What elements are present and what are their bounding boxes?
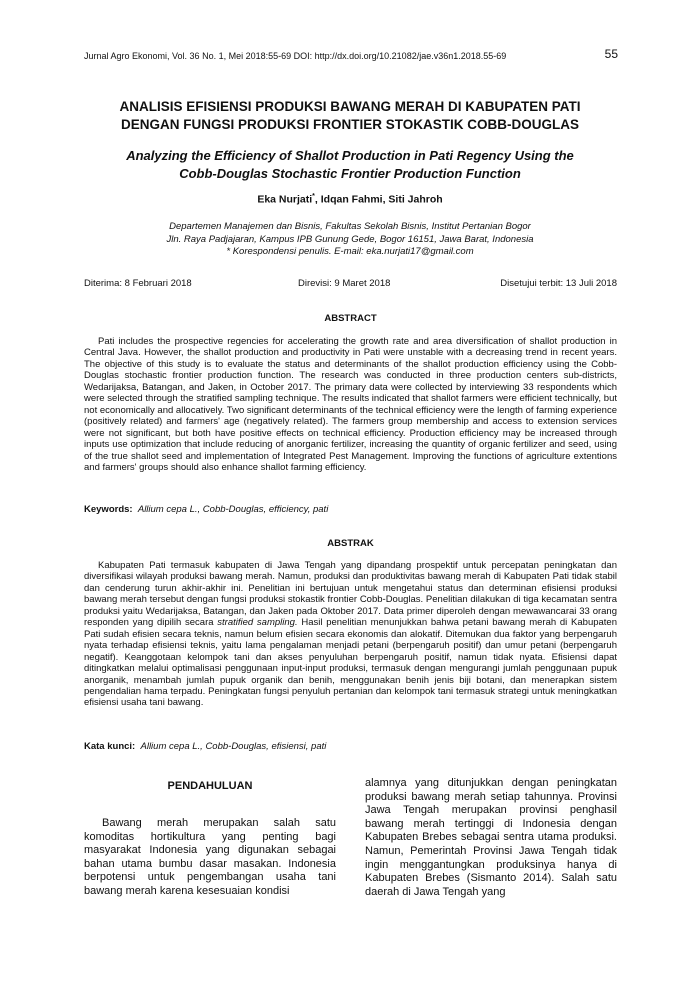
running-header: Jurnal Agro Ekonomi, Vol. 36 No. 1, Mei 2018:55-69 DOI: http://dx.doi.org/10.21082/jae.v36n1.2018.55-69 (84, 51, 507, 61)
section-heading-pendahuluan: PENDAHULUAN (167, 780, 253, 792)
abstrak-heading: ABSTRAK (327, 538, 374, 549)
author-first: Eka Nurjati (257, 193, 313, 206)
body-column-right: alamnya yang ditunjukkan dengan peningkatan produksi bawang merah setiap tahunnya. Provinsi Jawa Tengah merupakan provinsi penghasil bawang merah tertinggi di Indonesia dengan Kabupaten Brebes sebagai sentra utama produksi. Namun, Pemerintah Provinsi Jawa Tengah tidak ingin menggantungkan produksinya hanya di Kabupaten Brebes (Sismanto 2014). Salah satu daerah di Jawa Tengah yang (365, 777, 617, 898)
date-revised: Direvisi: 9 Maret 2018 (298, 278, 391, 289)
author-rest: , Idqan Fahmi, Siti Jahroh (314, 193, 443, 206)
affiliation-line1: Departemen Manajemen dan Bisnis, Fakultas Sekolah Bisnis, Institut Pertanian Bogor (169, 221, 531, 232)
corresponding-mark: * (312, 193, 315, 200)
affiliation-line2: Jln. Raya Padjajaran, Kampus IPB Gunung Gede, Bogor 16151, Jawa Barat, Indonesia (166, 233, 534, 245)
affiliation (100, 221, 600, 259)
title-english-line2: Cobb-Douglas Stochastic Frontier Production Function (179, 166, 521, 181)
page-number: 55 (604, 47, 618, 61)
abstract-text: Pati includes the prospective regencies for accelerating the growth rate and area diversification of shallot production in Central Java. However, the shallot production and productivity in Pati were unstable with a decreasing trend in recent years. The objective of this study is to evaluate the status and determinants of the shallot production efficiency using the Cobb-Douglas stochastic frontier production function. The research was conducted in three production centers sub-districts, Wedarijaksa, Batangan, and Jaken, in October 2017. The primary data were collected by interviewing 33 respondents which were selected through the stratified sampling technique. The results indicated that shallot farmers were efficient technically, but not economically and allocatively. Two significant determinants of the technical efficiency were the length of farming experience (positively related) and farmers' age (negatively related). The farmers group membership and access to extension services were not significant, but both have positive effects on technical efficiency. Production efficiency may be increased through inputs use optimization that include reducing of anorganic fertilizer, increasing the quantity of organic fertilizer and seed, using of the true shallot seed and implementation of Integrated Pest Management. Improving the functions of agriculture extentions and farmers' groups should also enhance shallot farming efficiency. (84, 336, 617, 473)
abstrak-italic-term: stratified sampling. (217, 617, 298, 629)
abstrak-text-part2: Hasil penelitian menunjukkan bahwa petani bawang merah di Kabupaten Pati sudah efisien secara teknis, namun belum efisien secara ekonomis dan alokatif. Ditemukan dua faktor yang berpengaruh nyata terhadap efisiensi teknis, yaitu lama pengalaman menjadi petani (berpengaruh positif) dan umur petani (berpengaruh negatif). Keanggotaan kelompok tani dan akses penyuluhan berpengaruh positif, namun tidak nyata. Efisiensi dapat ditingkatkan melalui optimalisasi penggunaan input-input produksi, termasuk dengan mengurangi jumlah penggunaan pupuk anorganik, menambah jumlah pupuk organik dan benih, menggunakan benih jenis biji botani, dan menerapkan sistem pengendalian hama terpadu. Peningkatan fungsi penyuluh pertanian dan kelompok tani termasuk strategi untuk meningkatkan efisiensi usaha tani bawang. (84, 617, 617, 709)
title-indonesian (100, 98, 600, 134)
date-received: Diterima: 8 Februari 2018 (84, 278, 192, 289)
kata-kunci-label: Kata kunci: (84, 741, 136, 752)
keywords-label: Keywords: (84, 504, 133, 515)
body-column-left (84, 780, 336, 899)
keywords-value: Allium cepa L., Cobb-Douglas, efficiency, pati (137, 504, 329, 515)
body-paragraph-left: Bawang merah merupakan salah satu komoditas hortikultura yang penting bagi masyarakat Indonesia yang digunakan sebagai bahan utama bumbu dasar masakan. Indonesia berpotensi untuk pengembangan usaha tani bawang merah karena kesesuaian kondisi (84, 817, 336, 897)
abstract-heading: ABSTRACT (324, 313, 377, 324)
title-indonesian-line1: ANALISIS EFISIENSI PRODUKSI BAWANG MERAH DI KABUPATEN PATI (119, 99, 581, 114)
kata-kunci-value: Allium cepa L., Cobb-Douglas, efisiensi, pati (140, 741, 327, 752)
title-indonesian-line2: DENGAN FUNGSI PRODUKSI FRONTIER STOKASTIK COBB-DOUGLAS (120, 117, 579, 132)
abstrak-keywords (84, 741, 617, 752)
correspondence-email: * Korespondensi penulis. E-mail: eka.nurjati17@gmail.com (226, 246, 474, 257)
abstrak-text-part1: Kabupaten Pati termasuk kabupaten di Jawa Tengah yang dipandang prospektif untuk percepatan peningkatan dan diversifikasi wilayah produksi bawang merah. Namun, produksi dan produktivitas bawang merah di Kabupaten Pati tidak stabil dan cenderung turun akhir-akhir ini. Penelitian ini bertujuan untuk mengetahui status dan determinan efisiensi produksi bawang merah tersebut dengan fungsi produksi stokastik frontier Cobb-Douglas. Penelitian dilakukan di tiga kecamatan sentra produksi yaitu Wedarijaksa, Batangan, dan Jaken pada Oktober 2017. Data primer diperoleh dengan mewawancarai 33 orang responden yang dipilih secara (84, 560, 617, 629)
article-dates (84, 278, 617, 292)
title-english (100, 147, 600, 183)
abstrak-text (84, 560, 617, 709)
author-list (100, 193, 600, 206)
title-english-line1: Analyzing the Efficiency of Shallot Production in Pati Regency Using the (126, 148, 574, 163)
abstract-keywords (84, 504, 617, 515)
date-accepted: Disetujui terbit: 13 Juli 2018 (500, 278, 617, 289)
